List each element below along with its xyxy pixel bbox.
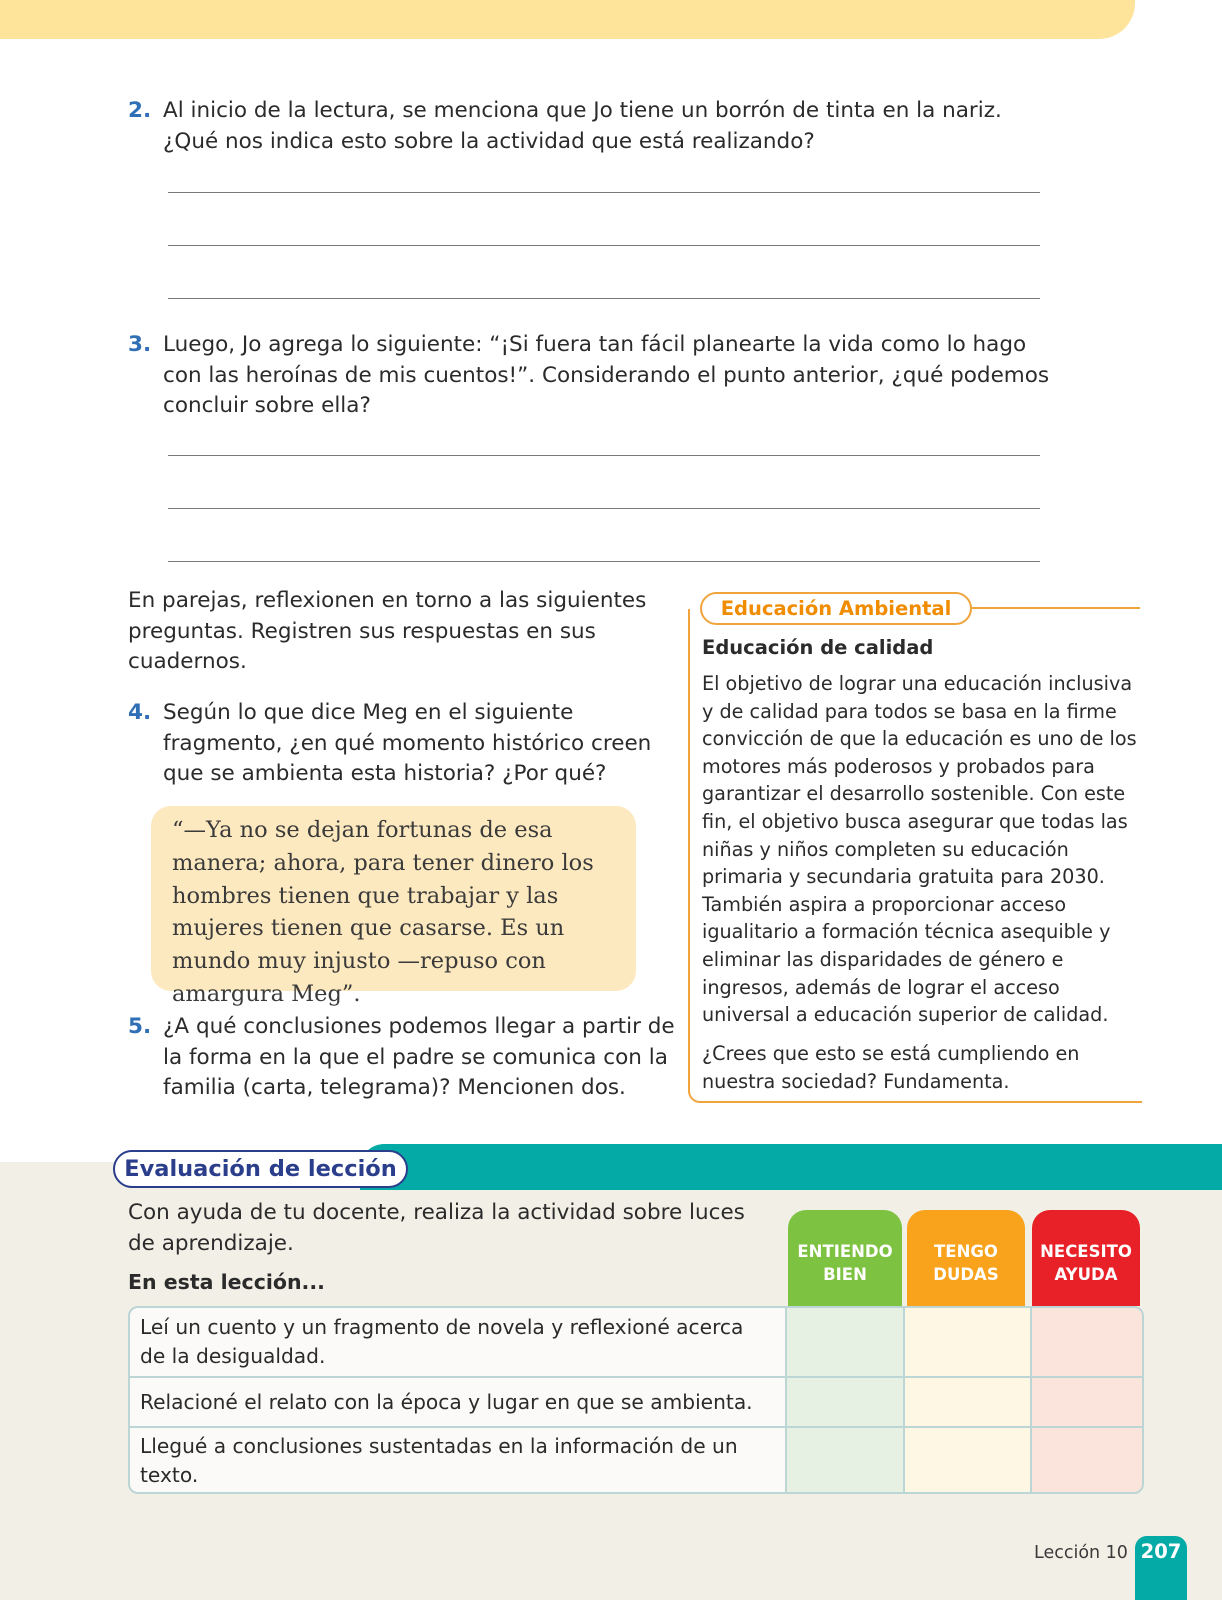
checkbox-doubts[interactable] [905, 1378, 1030, 1426]
question-number: 5. [128, 1014, 152, 1039]
answer-line[interactable] [168, 561, 1040, 562]
checkbox-doubts[interactable] [905, 1428, 1030, 1494]
table-row [130, 1378, 1142, 1426]
row-statement: Leí un cuento y un fragmento de novela y reflexioné acerca de la desigualdad. [140, 1315, 744, 1368]
column-divider [903, 1308, 905, 1492]
question-number: 2. [128, 98, 152, 123]
table-row [130, 1428, 1142, 1494]
question-number: 4. [128, 700, 152, 725]
question-text: Luego, Jo agrega lo siguiente: “¡Si fuera tan fácil planearte la vida como lo hago con las heroínas de mis cuentos!”. Considerando el punto anterior, ¿qué podemos concluir sobre ella? [163, 332, 1050, 418]
question-2 [128, 96, 1008, 157]
top-banner [0, 0, 1135, 39]
column-divider [785, 1308, 787, 1492]
checkbox-help[interactable] [1032, 1308, 1142, 1376]
checkbox-understand[interactable] [787, 1428, 903, 1494]
page-number: 207 [1135, 1536, 1187, 1600]
row-statement: Relacioné el relato con la época y lugar en que se ambienta. [140, 1390, 753, 1414]
table-row [130, 1308, 1142, 1376]
checkbox-help[interactable] [1032, 1378, 1142, 1426]
environmental-question: ¿Crees que esto se está cumpliendo en nuestra sociedad? Fundamenta. [702, 1042, 1080, 1093]
environmental-education-label: Educación Ambiental [700, 592, 972, 625]
answer-line[interactable] [168, 245, 1040, 246]
question-4 [128, 698, 668, 790]
evaluation-header-bar [360, 1144, 1222, 1190]
environmental-subtitle: Educación de calidad [702, 636, 934, 659]
checkbox-understand[interactable] [787, 1378, 903, 1426]
header-understand-well: ENTIENDO BIEN [788, 1210, 902, 1306]
question-text: Según lo que dice Meg en el siguiente fragmento, ¿en qué momento histórico creen que se ambienta esta historia? ¿Por qué? [163, 700, 652, 786]
answer-line[interactable] [168, 298, 1040, 299]
evaluation-instructions: Con ayuda de tu docente, realiza la actividad sobre luces de aprendizaje. [128, 1200, 745, 1256]
evaluation-title: Evaluación de lección [113, 1150, 408, 1188]
question-3 [128, 330, 1053, 422]
checkbox-help[interactable] [1032, 1428, 1142, 1494]
checkbox-understand[interactable] [787, 1308, 903, 1376]
pairs-instructions: En parejas, reflexionen en torno a las siguientes preguntas. Registren sus respuestas en sus cuadernos. [128, 588, 647, 674]
evaluation-table [128, 1306, 1144, 1494]
quote-text: “—Ya no se dejan fortunas de esa manera; ahora, para tener dinero los hombres tienen que trabajar y las mujeres tienen que casarse. Es un mundo muy injusto —repuso con amargura Meg”. [172, 817, 594, 1007]
column-divider [1030, 1308, 1032, 1492]
question-text: Al inicio de la lectura, se menciona que Jo tiene un borrón de tinta en la nariz. ¿Qué nos indica esto sobre la actividad que está realizando? [163, 98, 1002, 154]
header-have-doubts: TENGO DUDAS [907, 1210, 1025, 1306]
answer-line[interactable] [168, 508, 1040, 509]
row-statement: Llegué a conclusiones sustentadas en la información de un texto. [140, 1434, 738, 1487]
header-need-help: NECESITO AYUDA [1032, 1210, 1140, 1306]
answer-line[interactable] [168, 192, 1040, 193]
question-text: ¿A qué conclusiones podemos llegar a partir de la forma en la que el padre se comunica con la familia (carta, telegrama)? Mencionen dos. [163, 1014, 675, 1100]
checkbox-doubts[interactable] [905, 1308, 1030, 1376]
environmental-body: El objetivo de lograr una educación inclusiva y de calidad para todos se basa en la firme convicción de que la educación es uno de los motores más poderosos y probados para garantizar el desarrollo sostenible. Con este fin, el objetivo busca asegurar que todas las niñas y niños completen su educación primaria y secundaria gratuita para 2030. También aspira a proporcionar acceso igualitario a formación técnica asequible y eliminar las disparidades de género e ingresos, además de lograr el acceso universal a educación superior de calidad. [702, 672, 1137, 1027]
evaluation-subtitle: En esta lección... [128, 1270, 325, 1294]
answer-line[interactable] [168, 455, 1040, 456]
lesson-label: Lección 10 [1034, 1543, 1128, 1563]
divider [960, 607, 1140, 609]
question-5 [128, 1012, 678, 1104]
question-number: 3. [128, 332, 152, 357]
